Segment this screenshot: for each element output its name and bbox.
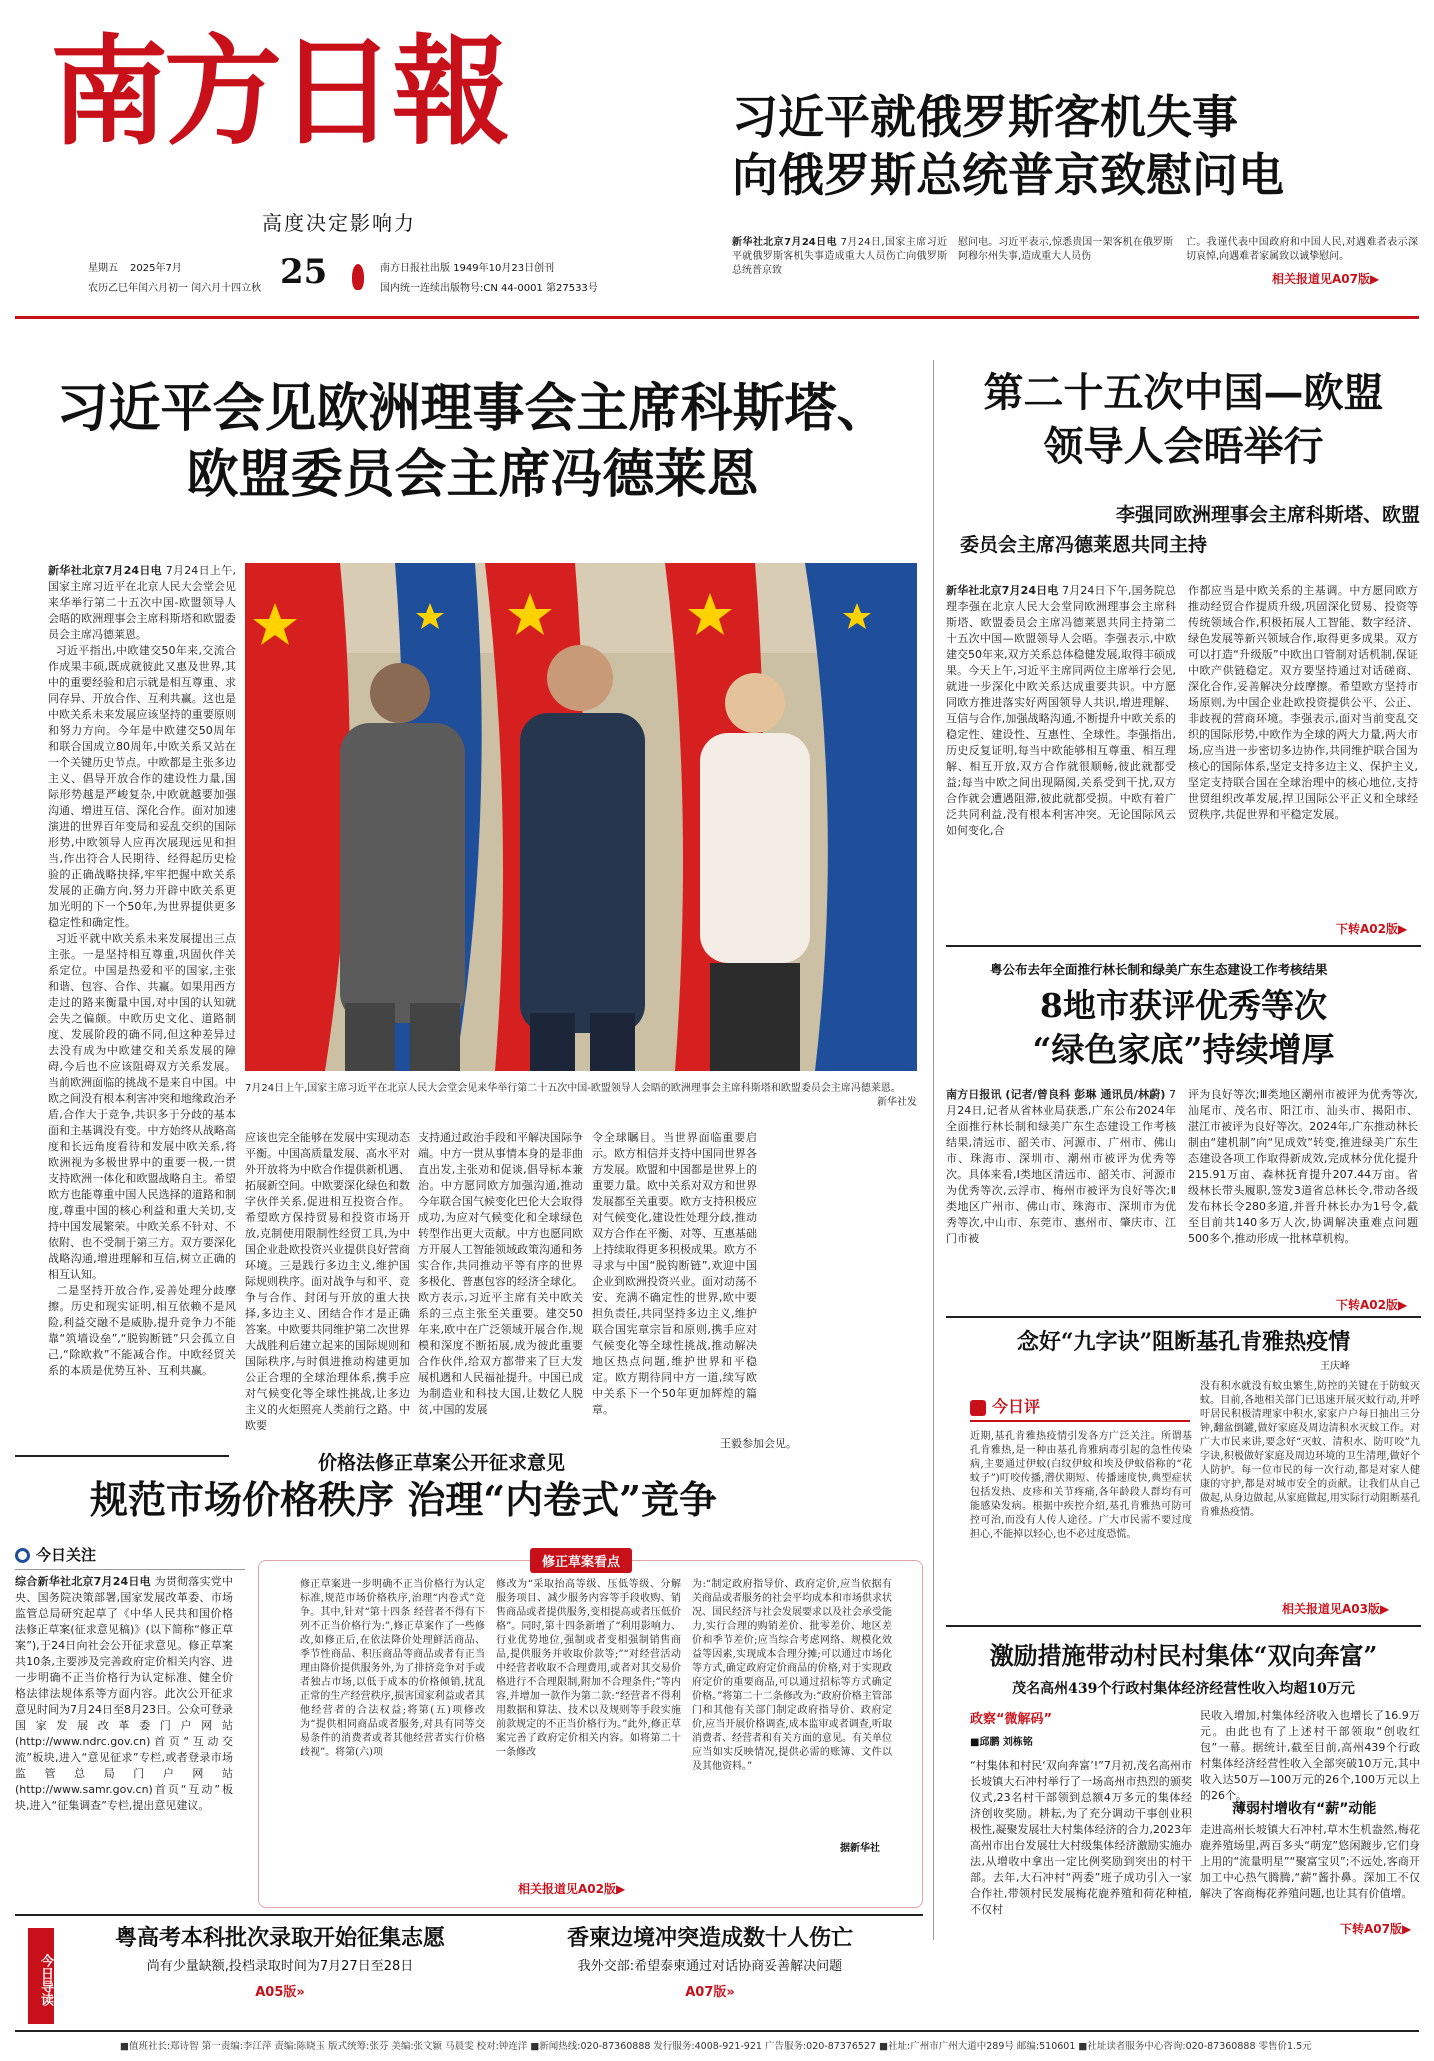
column-divider bbox=[933, 360, 934, 1940]
opinion-headline[interactable]: 念好“九字诀”阻断基孔肯雅热疫情 bbox=[1016, 1329, 1351, 1355]
digest-item-page: A05版» bbox=[255, 1985, 305, 2000]
village-right-col2: 走进高州长坡镇大石冲村,草木生机盎然,梅花鹿养殖场里,两百多头“萌宠”悠闲踱步,它们身上用的“流量明星”“聚富宝贝”;不远处,客商开加工中心热气腾腾,“薪”酱扑鼻。深加工不仅解决了客商梅花养殖问题,也让其有价值增。 bbox=[1200, 1823, 1420, 1900]
leaders-photo-illustration bbox=[245, 563, 917, 1071]
digest-item-sub: 尚有少量缺额,投档录取时间为7月27日至28日 bbox=[146, 1959, 414, 1974]
magnifier-icon bbox=[15, 1548, 30, 1563]
digest-item-sub: 我外交部:希望泰柬通过对话协商妥善解决问题 bbox=[577, 1959, 843, 1974]
village-subhead: 薄弱村增收有“薪”动能 bbox=[1232, 1801, 1377, 1817]
top-story-col1: 新华社北京7月24日电 7月24日,国家主席习近平就俄罗斯客机失事造成重大人员伤亡向俄罗斯总统普京致 bbox=[732, 237, 948, 276]
lunar-date: 农历乙巳年闰六月初一 闰六月十四立秋 bbox=[88, 283, 262, 294]
top-story-headline[interactable]: 习近平就俄罗斯客机失事 向俄罗斯总统普京致慰问电 bbox=[732, 90, 1284, 202]
village-headline[interactable]: 激励措施带动村民村集体“双向奔富” bbox=[989, 1641, 1378, 1670]
opinion-col1: 近期,基孔肯雅热疫情引发各方广泛关注。所谓基孔肯雅热,是一种由基孔肯雅病毒引起的急性传染病,主要通过伊蚊(白纹伊蚊和埃及伊蚊俗称的“花蚊子”)叮咬传播,潜伏期短、传播速度快,典型症状包括发热、皮疹和关节疼痛,各年龄段人群均有可能感染发病。根据中疾控介绍,基孔肯雅热可防可控可治,而没有人传人途径。广大市民需不要过度担心,不能掉以轻心,也不必过度恐慌。 bbox=[970, 1431, 1192, 1540]
footer-divider bbox=[15, 2030, 1419, 2032]
photo-caption: 7月24日上午,国家主席习近平在北京人民大会堂会见来华举行第二十五次中国-欧盟领导人会晤的欧洲理事会主席科斯塔和欧盟委员会主席冯德莱恩。 新华社发 bbox=[245, 1083, 917, 1108]
top-story-ref-link[interactable]: 相关报道见A07版▶ bbox=[1272, 272, 1380, 286]
forest-headline[interactable]: 8地市获评优秀等次 “绿色家底”持续增厚 bbox=[1032, 986, 1335, 1069]
masthead-divider bbox=[15, 316, 1419, 319]
pen-icon bbox=[970, 1400, 986, 1416]
digest-divider bbox=[15, 1914, 923, 1916]
village-authors: ■邱鹏 刘栋铭 bbox=[970, 1737, 1033, 1748]
summit-col1: 新华社北京7月24日电 7月24日下午,国务院总理李强在北京人民大会堂同欧洲理事会主席科斯塔、欧盟委员会主席冯德莱恩共同主持第二十五次中国—欧盟领导人会晤。李强表示,中欧建交50年来,双方关系总体稳健发展,取得丰硕成果。今天上午,习近平主席同两位主席举行会见,就进一步深化中欧关系达成重要共识。中方愿同欧方推进落实好两国领导人共识,增进理解、互信与合作,加强战略沟通,不断提升中欧关系的稳定性、建设性、互惠性、全球性。李强指出,历史反复证明,每当中欧能够相互尊重、相互理解、相互开放,双方合作就很顺畅,彼此就都受益;每当中欧之间出现隔阂,关系受到干扰,双方合作就会遭遇阻滞,彼此就都受损。中欧有着广泛共同利益,没有根本利害冲突。无论国际风云如何变化,合 bbox=[946, 584, 1176, 837]
price-headline[interactable]: 规范市场价格秩序 治理“内卷式”竞争 bbox=[90, 1477, 717, 1522]
price-box-col1: 修正草案进一步明确不正当价格行为认定标准,规范市场价格秩序,治理“内卷式”竞争。其中,针对“第十四条 经营者不得有下列不正当价格行为:”,修正草案作了一些修改,如修正后,在依法降价处理鲜活商品、季节性商品、积压商品等商品或者有正当理由降价提供服务外,为了排挤竞争对手或者独占市场,以低于成本的价格倾销,扰乱正常的生产经营秩序,损害国家利益或者其他经营者的合法权益;将第(五)项修改为“提供相同商品或者服务,对具有同等交易条件的消费者或者其他经营者实行价格歧视”。将第(六)项 bbox=[300, 1579, 485, 1758]
date-day: 25 bbox=[280, 252, 328, 292]
price-box-label: 修正草案看点 bbox=[530, 1548, 632, 1573]
summit-col2: 作都应当是中欧关系的主基调。中方愿同欧方推动经贸合作提质升级,巩固深化贸易、投资等传统领域合作,积极拓展人工智能、数字经济、绿色发展等新兴领域合作,取得更多成果。双方可以打造“升级版”中欧出口管制对话机制,保证中欧产供链稳定。双方要坚持通过对话磋商、深化合作,妥善解决分歧摩擦。希望欧方坚持市场原则,为中国企业赴欧投资提供公平、公正、非歧视的营商环境。李强表示,面对当前变乱交织的国际形势,中欧作为全球的两大力量,两大市场,应当进一步密切多边协作,共同维护联合国为核心的国际体系,坚定支持多边主义、保护主义,坚定支持联合国在全球治理中的核心地位,支持世贸组织改革发展,捍卫国际公平正义和全球经贸秩序,共促世界和平稳定发展。 bbox=[1188, 584, 1418, 821]
lead-story-col4: 令全球瞩目。当世界面临重要启示。欧方相信并支持中国同世界各方发展。欧盟和中国都是世界上的重要力量。欧中关系对双方和世界发展都至关重要。欧方支持积极应对气候变化,建设性处理分歧,推动双方合作在平衡、对等、互惠基础上持续取得更多积极成果。欧方不寻求与中国“脱钩断链”,欢迎中国企业到欧洲投资兴业。面对动荡不安、充满不确定性的世界,欧中要担负责任,共同坚持多边主义,维护联合国宪章宗旨和原则,携手应对气候变化等全球性挑战,推动解决地区热点问题,维护世界和平稳定。欧方期待同中方一道,续写欧中关系下一个50年更加辉煌的篇章。 bbox=[592, 1131, 757, 1416]
digest-item-1[interactable] bbox=[70, 1920, 490, 2020]
digest-item-title: 香柬边境冲突造成数十人伤亡 bbox=[566, 1925, 853, 1951]
digest-item-2[interactable] bbox=[500, 1920, 920, 2020]
opinion-col2: 没有积水就没有蚊虫繁生,防控的关键在于防蚊灭蚊。目前,各地相关部门已迅速开展灭蚊行动,并呼吁居民积极清理家中积水,家家户户每日抽出三分钟,翻盆倒罐,做好家庭及周边清积水灭蚊工作。对广大市民来讲,要念好“灭蚊、清积水、防叮咬”九字诀,积极做好家庭及周边环境的卫生清理,做好个人防护。每一位市民的每一次行动,都是对家人健康的守护,都是对城市安全的贡献。让我们从自己做起,从身边做起,从家庭做起,用实际行动阻断基孔肯雅热疫情。 bbox=[1200, 1381, 1420, 1518]
publisher: 南方日报社出版 1949年10月23日创刊 bbox=[380, 263, 555, 274]
opinion-author: 王庆峰 bbox=[1320, 1361, 1350, 1372]
summit-ref-link[interactable]: 下转A02版▶ bbox=[1336, 922, 1408, 936]
top-story-col3: 亡。我谨代表中国政府和中国人民,对遇难者表示深切哀悼,向遇难者家属致以诚挚慰问。 bbox=[1186, 237, 1418, 262]
digest-item-title: 粤高考本科批次录取开始征集志愿 bbox=[114, 1925, 445, 1951]
price-box-col3: 为:“制定政府指导价、政府定价,应当依据有关商品或者服务的社会平均成本和市场供求状况、国民经济与社会发展要求以及社会承受能力,实行合理的购销差价、批零差价、地区差价和季节差价;应当综合考虑网络、规模化效益等因素,实现成本合理分摊;可以通过市场化等方式,确定政府定价商品的价格,对于实现政府定价的重要商品,可以通过招标等方式确定价格。”将第二十二条修改为:“政府价格主管部门和其他有关部门制定政府指导价、政府定价,应当开展价格调查,成本监审或者调查,听取消费者、经营者和有关方面的意见。有关单位应当如实反映情况,提供必需的账簿、文件以及其他资料。” bbox=[692, 1579, 892, 1772]
village-ref-link[interactable]: 下转A07版▶ bbox=[1340, 1922, 1412, 1936]
price-credit: 据新华社 bbox=[840, 1843, 880, 1854]
price-left-col: 综合新华社北京7月24日电 为贯彻落实党中央、国务院决策部署,国家发展改革委、市场监管总局研究起草了《中华人民共和国价格法修正草案(征求意见稿)》(以下简称“修正草案”),于24日向社会公开征求意见。修正草案共10条,主要涉及完善政府定价相关内容、进一步明确不正当价格行为认定标准、健全价格法律法规体系等方面内容。此次公开征求意见时间为7月24日至8月23日。公众可登录国家发展改革委门户网站(http://www.ndrc.gov.cn)首页“互动交流”板块,进入“意见征求”专栏,或者登录市场监管总局门户网站(http://www.samr.gov.cn)首页“互动”板块,进入“征集调查”专栏,提出意见建议。 bbox=[15, 1575, 234, 1812]
newspaper-logo: 南方日報 bbox=[50, 22, 507, 161]
year-month: 2025年7月 bbox=[130, 263, 182, 274]
focus-label: 今日关注 bbox=[15, 1544, 245, 1570]
digest-label: 今日导读 bbox=[28, 1928, 54, 2024]
summit-divider bbox=[946, 945, 1421, 947]
forest-kicker: 粤公布去年全面推行林长制和绿美广东生态建设工作考核结果 bbox=[990, 962, 1328, 977]
price-box-col2: 修改为“采取抬高等级、压低等级、分解服务项目、减少服务内容等手段收购、销售商品或者提供服务,变相提高或者压低价格”。同时,第十四条新增了“利用影响力、行业优势地位,强制或者变相强制销售商品,提供服务并收取价款等;”“对经营活动中经营者收取不合理费用,或者对其交易价格进行不合理限制,附加不合理条件;”等内容,并增加一款作为第二款:“经营者不得利用数据和算法、技术以及规则等手段实施前款规定的不正当价格行为。”此外,修正草案完善了政府定价相关内容。如将第二十一条修改 bbox=[496, 1579, 681, 1758]
lead-story-headline[interactable]: 习近平会见欧洲理事会主席科斯塔、 欧盟委员会主席冯德莱恩 bbox=[56, 378, 889, 505]
forest-divider bbox=[946, 1316, 1421, 1318]
forest-col2: 评为良好等次;Ⅲ类地区潮州市被评为优秀等次,汕尾市、茂名市、阳江市、汕头市、揭阳市、湛江市被评为良好等次。2024年,广东推动林长制由“建机制”向“见成效”转变,推进绿美广东生态建设各项工作取得新成效,完成林分优化提升215.91万亩、森林抚育提升207.44万亩。省级林长带头履职,签发3道省总林长令,带动各级发布林长令280多道,并晋升林长办为1号令,截至目前共140多万人次,协调解决重难点问题500多个,推动形成一批林草机构。 bbox=[1188, 1088, 1418, 1245]
village-left-col: “村集体和村民‘双向奔富’!”7月初,茂名高州市长坡镇大石冲村举行了一场高州市热烈的颁奖仪式,23名村干部领到总额4万多元的集体经济创收奖励。耕耘,为了充分调动干事创业积极性,凝聚发展壮大村集体经济的合力,2023年高州市出台发展壮大村级集体经济激励实施办法,从增收中拿出一定比例奖励到突出的村干部。去年,大石冲村“两委”班子成功引入一家合作社,带领村民发展梅花鹿养殖和荷花种植,不仅村 bbox=[970, 1759, 1192, 1916]
price-kicker: 价格法修正草案公开征求意见 bbox=[318, 1452, 566, 1474]
masthead-slogan: 高度决定影响力 bbox=[262, 211, 416, 235]
weekday: 星期五 bbox=[88, 263, 118, 274]
opinion-ref-link[interactable]: 相关报道见A03版▶ bbox=[1282, 1602, 1390, 1616]
cn-code: 国内统一连续出版物号:CN 44-0001 第27533号 bbox=[380, 283, 598, 294]
forest-ref-link[interactable]: 下转A02版▶ bbox=[1336, 1298, 1408, 1312]
lead-story-col2: 应该也完全能够在发展中实现动态平衡。中国高质量发展、高水平对外开放将为中欧合作提供新机遇、拓展新空间。中欧要深化绿色和数字伙伴关系,促进相互投资合作。希望欧方保持贸易和投资市场开放,克制使用限制性经贸工具,为中国企业赴欧投资兴业提供良好营商环境。三是践行多边主义,维护国际规则秩序。面对战争与和平、竞争与合作、封闭与开放的重大抉择,多边主义、团结合作才是正确答案。中欧要共同维护第二次世界大战胜利后建立起来的国际规则和国际秩序,与时俱进推动构建更加公正合理的全球治理体系,携手应对气候变化等全球性挑战,让多边主义的火炬照亮人类前行之路。中欧要 bbox=[245, 1131, 410, 1432]
opinion-divider bbox=[946, 1625, 1421, 1627]
top-story-col2: 慰问电。习近平表示,惊悉贵国一架客机在俄罗斯阿穆尔州失事,造成重大人员伤 bbox=[958, 237, 1173, 262]
lead-story-photo[interactable] bbox=[245, 563, 917, 1071]
digest-item-page: A07版» bbox=[685, 1985, 735, 2000]
lead-story-col3: 支持通过政治手段和平解决国际争端。中方一贯从事情本身的是非曲直出发,主张劝和促谈,倡导标本兼治。中方愿同欧方加强沟通,推动今年联合国气候变化巴伦大会取得成功,为应对气候变化和全球绿色转型作出更大贡献。中方也愿同欧方开展人工智能领域政策沟通和务实合作,共同推动平等有序的世界多极化、普惠包容的经济全球化。欧方表示,习近平主席有关中欧关系的三点主张至关重要。建交50年来,欧中在广泛领域开展合作,规模和深度不断拓展,成为彼此重要合作伙伴,给双方都带来了巨大发展机遇和人民福祉提升。中国已成为制造业和科技大国,让数亿人脱贫,中国的发展 bbox=[418, 1131, 583, 1416]
summit-subheadline: 李强同欧洲理事会主席科斯塔、欧盟 委员会主席冯德莱恩共同主持 bbox=[960, 504, 1420, 556]
forest-col1: 南方日报讯 (记者/曾良科 彭琳 通讯员/林蔚) 7月24日,记者从省林业局获悉,广东公布2024年全面推行林长制和绿美广东生态建设工作考核结果,清远市、韶关市、河源市、广州市、佛山市、珠海市、深圳市、潮州市被评为优秀等次。具体来看,Ⅰ类地区清远市、韶关市、河源市为优秀等次,云浮市、梅州市被评为良好等次;Ⅱ类地区广州市、佛山市、珠海市、深圳市为优秀等次,中山市、东莞市、惠州市、肇庆市、江门市被 bbox=[946, 1088, 1177, 1245]
footer-info: ■值班社长:郑诗智 第一责编:李江萍 责编:陈晓玉 版式统筹:张芬 美编:张文颖 马晨雯 校对:钟连洋 ■新闻热线:020-87360888 发行服务:4008-921-921 广告服务:020-87376527 ■社址:广州市广州大道中289号 邮编:510601 ■社址读者服务中心咨询:020-87360888 零售价1.5元 bbox=[120, 2041, 1312, 2052]
photo-credit: 新华社发 bbox=[877, 1097, 917, 1108]
price-top-divider bbox=[15, 1455, 229, 1457]
lead-story-end: 王毅参加会见。 bbox=[720, 1437, 797, 1450]
village-subheadline: 茂名高州439个行政村集体经济经营性收入均超10万元 bbox=[1012, 1681, 1355, 1697]
opinion-label: 今日评 bbox=[970, 1394, 1190, 1422]
village-col-label: 政察“微解码” bbox=[970, 1712, 1053, 1727]
summit-headline[interactable]: 第二十五次中国—欧盟 领导人会晤举行 bbox=[983, 369, 1384, 470]
lead-story-col-left: 新华社北京7月24日电 7月24日上午,国家主席习近平在北京人民大会堂会见来华举行第二十五次中国-欧盟领导人会晤的欧洲理事会主席科斯塔和欧盟委员会主席冯德莱恩。 习近平指出,中欧建交50年来,交流合作成果丰硕,既成就彼此又惠及世界,其中的重要经验和启示就是相互尊重、求同存异、开放合作、互利共赢。这也是中欧关系未来发展应该坚持的重要原则和努力方向。今年是中欧建交50周年和联合国成立80周年,中欧关系又站在一个关键历史节点。中欧都是主张多边主义、倡导开放合作的建设性力量,国际形势越是严峻复杂,中欧就越要加强沟通、增进互信、深化合作。面对加速演进的世界百年变局和妥乱交织的国际形势,中欧领导人应再次展现远见和担当,作出符合人民期待、经得起历史检验的正确战略抉择,牢牢把握中欧关系发展的正确方向,努力开辟中欧关系更加光明的下一个50年,为世界提供更多稳定性和确定性。 习近平就中欧关系未来发展提出三点主张。一是坚持相互尊重,巩固伙伴关系定位。中国是热爱和平的国家,主张和谐、包容、合作、共赢。如果用西方走过的路来衡量中国,对中国的认知就会失之偏颇。中欧历史文化、道路制度、发展阶段的确不同,但这种差异过去没有成为中欧建交和关系发展的障碍,今后也不应该阻碍双方关系发展。当前欧洲面临的挑战不是来自中国。中欧之间没有根本利害冲突和地缘政治矛盾,合作大于竞争,共识多于分歧的基本面和主基调没有变。中方始终从战略高度和长远角度看待和发展中欧关系,将欧洲视为多极世界中的重要一极,一贯支持欧洲一体化和欧盟战略自主。希望欧方也能尊重中国人民选择的道路和制度,尊重中国的核心利益和重大关切,支持中国发展繁荣。中欧关系不针对、不依附、也不受制于第三方。双方要深化战略沟通,增进理解和互信,树立正确的相互认知。 二是坚持开放合作,妥善处理分歧摩擦。历史和现实证明,相互依赖不是风险,利益交融不是威胁,提升竞争力不能靠“筑墙设垒”,“脱钩断链”只会孤立自己,“除欧救”不能减合作。中欧经贸关系的本质是优势互补、互利共赢。 bbox=[48, 564, 237, 1377]
masthead-date-row bbox=[88, 252, 608, 300]
village-right-col: 民收入增加,村集体经济收入也增长了16.9万元。由此也有了上述村干部领取“创收红包”一幕。据统计,截至目前,高州439个行政村集体经济经营性收入全部突破10万元,其中收入达50万—100万元的26个,100万元以上的26个。 bbox=[1200, 1709, 1420, 1802]
price-ref-link[interactable]: 相关报道见A02版▶ bbox=[518, 1882, 626, 1896]
flame-logo-icon bbox=[352, 264, 364, 290]
